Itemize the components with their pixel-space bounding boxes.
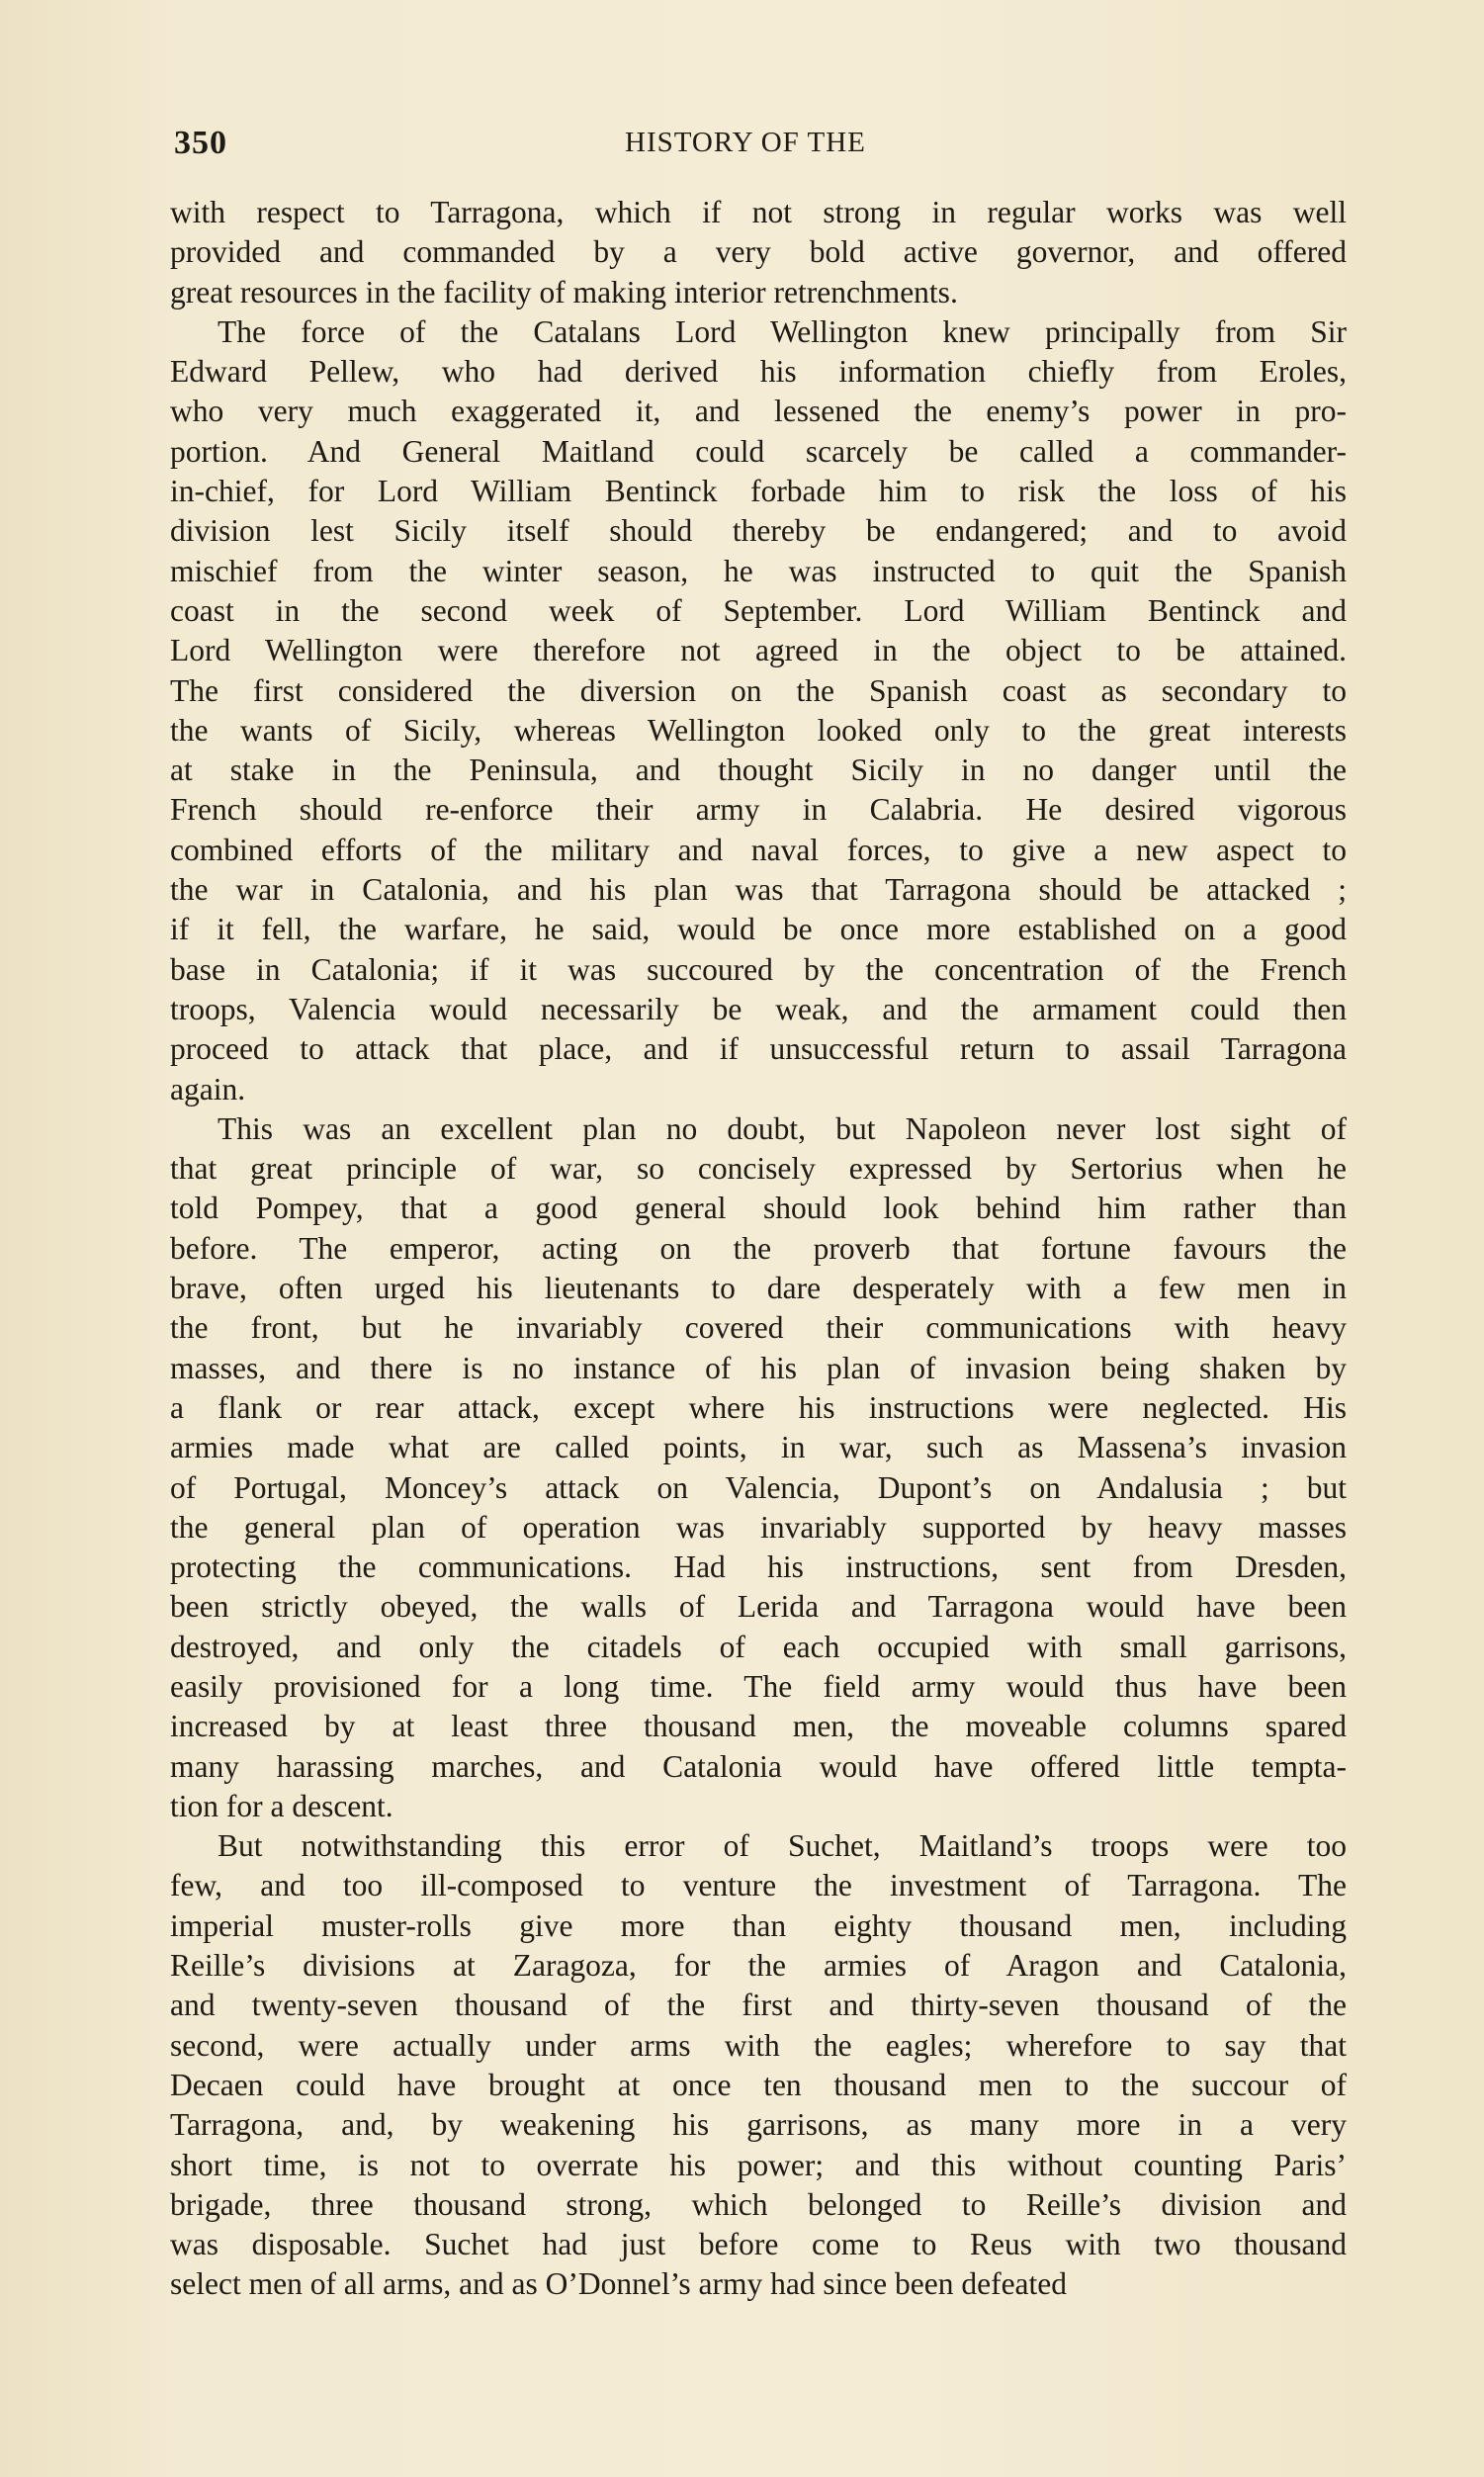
text-line: portion. And General Maitland could scarcely be called a commander- — [170, 433, 1347, 469]
text-line: division lest Sicily itself should thereby be endangered; and to avoid — [170, 513, 1347, 549]
text-line: provided and commanded by a very bold active governor, and offered — [170, 234, 1347, 270]
text-line: short time, is not to overrate his power; and this without counting Paris’ — [170, 2147, 1347, 2182]
text-line: the war in Catalonia, and his plan was that Tarragona should be attacked ; — [170, 872, 1347, 908]
paragraph — [170, 193, 1347, 312]
text-line: armies made what are called points, in war, such as Massena’s invasion — [170, 1430, 1347, 1465]
text-line: The force of the Catalans Lord Wellington knew principally from Sir — [218, 313, 1347, 349]
text-line: brigade, three thousand strong, which belonged to Reille’s division and — [170, 2186, 1347, 2222]
text-line: Lord Wellington were therefore not agreed in the object to be attained. — [170, 633, 1347, 668]
text-line: This was an excellent plan no doubt, but Napoleon never lost sight of — [218, 1110, 1347, 1146]
paragraph — [170, 1826, 1347, 2305]
text-line: French should re-enforce their army in Calabria. He desired vigorous — [170, 792, 1347, 828]
text-line: But notwithstanding this error of Suchet, Maitland’s troops were too — [218, 1828, 1347, 1864]
text-line: base in Catalonia; if it was succoured by the concentration of the French — [170, 951, 1347, 987]
text-line: been strictly obeyed, the walls of Lerida and Tarragona would have been — [170, 1589, 1347, 1625]
text-line: with respect to Tarragona, which if not strong in regular works was well — [170, 195, 1347, 229]
text-line: the front, but he invariably covered their communications with heavy — [170, 1310, 1347, 1346]
text-line: coast in the second week of September. Lord William Bentinck and — [170, 592, 1347, 628]
paragraph — [170, 312, 1347, 1109]
text-line: destroyed, and only the citadels of each occupied with small garrisons, — [170, 1629, 1347, 1664]
text-line: few, and too ill-composed to venture the investment of Tarragona. The — [170, 1868, 1347, 1903]
text-line: increased by at least three thousand men, the moveable columns spared — [170, 1709, 1347, 1744]
text-line: tion for a descent. — [170, 1788, 393, 1823]
text-line: great resources in the facility of making interior retrenchments. — [170, 274, 958, 310]
text-line: The first considered the diversion on the Spanish coast as secondary to — [170, 672, 1347, 708]
text-line: Decaen could have brought at once ten thousand men to the succour of — [170, 2067, 1347, 2102]
text-line: was disposable. Suchet had just before come to Reus with two thousand — [170, 2227, 1347, 2262]
page-number: 350 — [174, 125, 227, 161]
text-line: the general plan of operation was invariably supported by heavy masses — [170, 1509, 1347, 1545]
text-line: before. The emperor, acting on the proverb that fortune favours the — [170, 1230, 1347, 1266]
text-line: troops, Valencia would necessarily be weak, and the armament could then — [170, 991, 1347, 1026]
text-line: protecting the communications. Had his instructions, sent from Dresden, — [170, 1549, 1347, 1585]
text-line: if it fell, the warfare, he said, would be once more established on a good — [170, 912, 1347, 947]
running-head: HISTORY OF THE — [625, 127, 866, 158]
text-line: proceed to attack that place, and if unsuccessful return to assail Tarragona — [170, 1031, 1347, 1067]
text-line: and twenty-seven thousand of the first and thirty-seven thousand of the — [170, 1988, 1347, 2023]
text-line: masses, and there is no instance of his plan of invasion being shaken by — [170, 1350, 1347, 1385]
text-line: at stake in the Peninsula, and thought Sicily in no danger until the — [170, 752, 1347, 788]
body-text — [170, 193, 1347, 2305]
text-line: the wants of Sicily, whereas Wellington looked only to the great interests — [170, 712, 1347, 748]
text-line: told Pompey, that a good general should look behind him rather than — [170, 1191, 1347, 1226]
text-line: that great principle of war, so concisely expressed by Sertorius when he — [170, 1151, 1347, 1187]
text-line: Tarragona, and, by weakening his garrisons, as many more in a very — [170, 2107, 1347, 2143]
text-line: Edward Pellew, who had derived his information chiefly from Eroles, — [170, 354, 1347, 390]
text-line: second, were actually under arms with the eagles; wherefore to say that — [170, 2027, 1347, 2063]
paragraph — [170, 1109, 1347, 1826]
text-line: mischief from the winter season, he was instructed to quit the Spanish — [170, 553, 1347, 588]
text-line: who very much exaggerated it, and lessened the enemy’s power in pro- — [170, 394, 1347, 429]
text-line: easily provisioned for a long time. The field army would thus have been — [170, 1668, 1347, 1704]
text-line: in-chief, for Lord William Bentinck forbade him to risk the loss of his — [170, 474, 1347, 509]
text-line: of Portugal, Moncey’s attack on Valencia, Dupont’s on Andalusia ; but — [170, 1469, 1347, 1505]
text-line: select men of all arms, and as O’Donnel’s army had since been defeated — [170, 2266, 1068, 2302]
text-line: many harassing marches, and Catalonia would have offered little tempta- — [170, 1748, 1347, 1784]
text-line: Reille’s divisions at Zaragoza, for the armies of Aragon and Catalonia, — [170, 1948, 1347, 1984]
page-header — [170, 121, 1347, 170]
text-line: imperial muster-rolls give more than eighty thousand men, including — [170, 1907, 1347, 1943]
text-line: brave, often urged his lieutenants to dare desperately with a few men in — [170, 1271, 1347, 1306]
text-line: again. — [170, 1071, 246, 1106]
text-line: combined efforts of the military and naval forces, to give a new aspect to — [170, 832, 1347, 867]
text-line: a flank or rear attack, except where his instructions were neglected. His — [170, 1389, 1347, 1425]
